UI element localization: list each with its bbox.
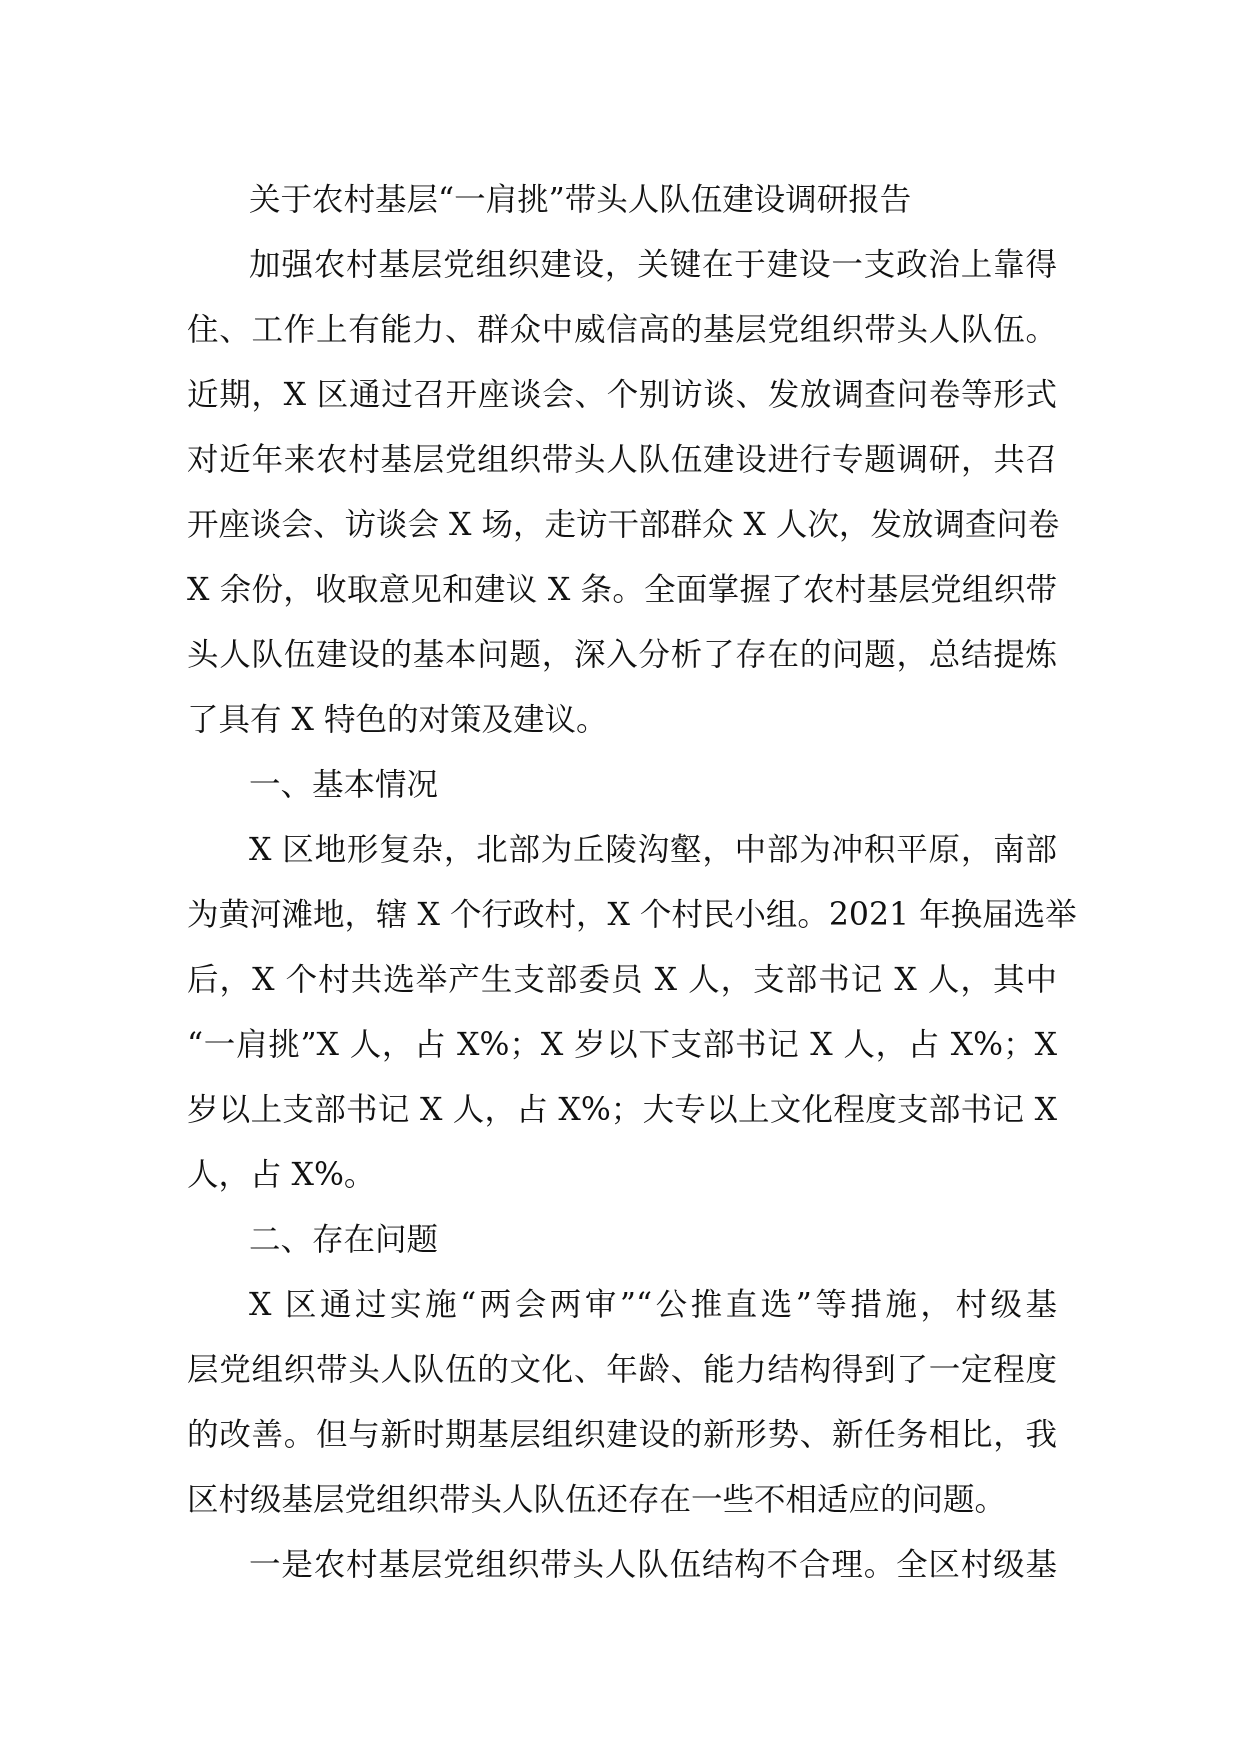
text-line: X 区通过实施“两会两审”“公推直选”等措施，村级基 <box>249 1287 1057 1323</box>
text-line: 住、工作上有能力、群众中威信高的基层党组织带头人队伍。 <box>187 312 1057 348</box>
text-line: 开座谈会、访谈会 X 场，走访干部群众 X 人次，发放调查问卷 <box>187 507 1060 543</box>
text-line: 近期，X 区通过召开座谈会、个别访谈、发放调查问卷等形式 <box>187 377 1057 413</box>
text-line: 对近年来农村基层党组织带头人队伍建设进行专题调研，共召 <box>187 442 1057 478</box>
text-line: 了具有 X 特色的对策及建议。 <box>187 702 608 738</box>
text-line: 层党组织带头人队伍的文化、年龄、能力结构得到了一定程度 <box>187 1352 1057 1388</box>
text-line: 加强农村基层党组织建设，关键在于建设一支政治上靠得 <box>249 247 1057 283</box>
text-line: 二、存在问题 <box>249 1222 439 1258</box>
text-line: 的改善。但与新时期基层组织建设的新形势、新任务相比，我 <box>187 1417 1057 1453</box>
text-line: 人，占 X%。 <box>187 1157 376 1193</box>
text-line: X 余份，收取意见和建议 X 条。全面掌握了农村基层党组织带 <box>187 572 1057 608</box>
text-line: “一肩挑”X 人，占 X%；X 岁以下支部书记 X 人，占 X%；X <box>187 1027 1057 1063</box>
text-line: 头人队伍建设的基本问题，深入分析了存在的问题，总结提炼 <box>187 637 1057 673</box>
text-line: 后，X 个村共选举产生支部委员 X 人，支部书记 X 人，其中 <box>187 962 1057 998</box>
text-line: 关于农村基层“一肩挑”带头人队伍建设调研报告 <box>249 182 912 218</box>
text-line: 区村级基层党组织带头人队伍还存在一些不相适应的问题。 <box>187 1482 1007 1518</box>
text-line: 为黄河滩地，辖 X 个行政村，X 个村民小组。2021 年换届选举 <box>187 897 1077 933</box>
text-line: 岁以上支部书记 X 人，占 X%；大专以上文化程度支部书记 X <box>187 1092 1057 1128</box>
text-line: X 区地形复杂，北部为丘陵沟壑，中部为冲积平原，南部 <box>249 832 1057 868</box>
text-line: 一是农村基层党组织带头人队伍结构不合理。全区村级基 <box>249 1547 1057 1583</box>
document-body <box>187 168 1077 1598</box>
text-line: 一、基本情况 <box>249 767 439 803</box>
